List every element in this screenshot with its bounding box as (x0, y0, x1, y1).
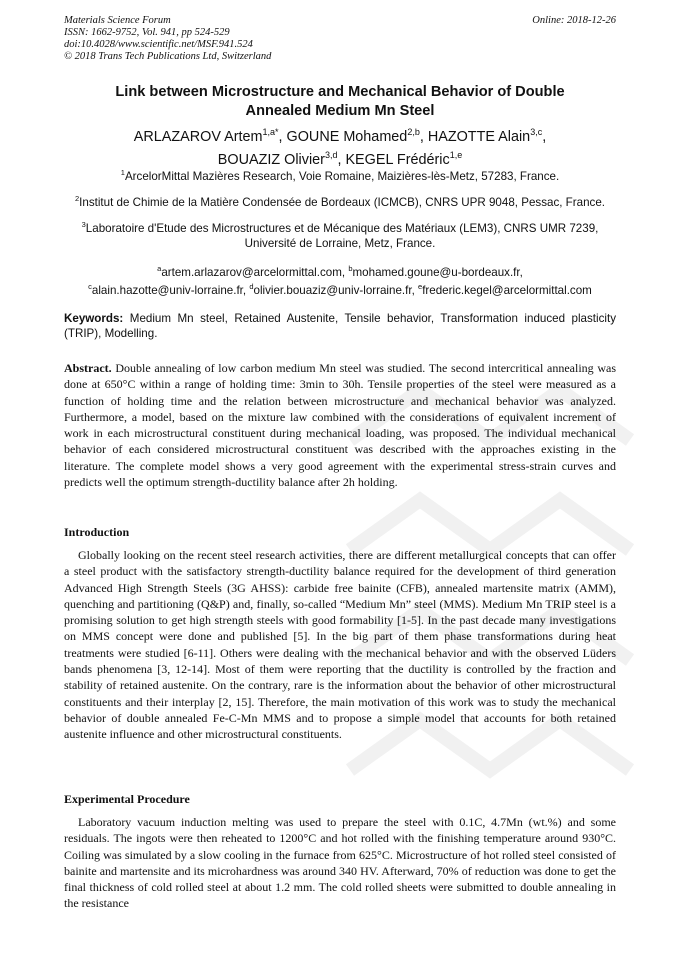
affiliation-sup: 2 (75, 193, 80, 203)
affiliation-sup: 3 (81, 219, 86, 229)
experimental-text: Laboratory vacuum induction melting was used to prepare the steel with 0.1C, 4.7Mn (wt.%) and some residuals. The ingots were then reheated to 1200°C and hot rolled with the finishing temperature around 930°C. Coiling was simulated by a slow cooling in the furnace from 625°C. Microstructure of hot rolled steel consisted of bainite and martensite and its microhardness was around 340 HV. Afterward, 70% of reduction was done to get the final thickness of cold rolled steel at about 1.2 mm. The cold rolled sheets were submitted to double annealing in the resistance (64, 815, 616, 911)
author-sup: 3,c (530, 127, 543, 137)
email-sup: e (418, 281, 423, 291)
introduction-heading: Introduction (64, 525, 130, 539)
author-line-1 (64, 123, 616, 146)
email-link[interactable]: olivier.bouaziz@univ-lorraine.fr (253, 283, 412, 297)
email-line-1: $^a$artem.arlazarov@arcelormittal.com, $^b$mohamed.goune@u-bordeaux.fr, (157, 264, 523, 279)
author-sup: 1,e (449, 149, 463, 160)
title-line-1: Link between Microstructure and Mechanical Behavior of Double (115, 84, 565, 100)
affiliation-text: Institut de Chimie de la Matière Condensée de Bordeaux (ICMCB), CNRS UPR 9048, Pessac, France. (79, 195, 605, 209)
author-sup: 2,b (407, 127, 420, 137)
author-sep: , (542, 128, 547, 145)
email-link[interactable]: alain.hazotte@univ-lorraine.fr (91, 283, 243, 297)
author-name: BOUAZIZ Olivier (217, 151, 325, 168)
affiliation (64, 217, 616, 251)
author-sep: , (419, 128, 428, 145)
author-name: HAZOTTE Alain (427, 128, 531, 145)
author-sup: 3,d (324, 149, 338, 160)
affiliations (64, 165, 616, 258)
abstract (64, 360, 616, 490)
email-line-2: $^c$alain.hazotte@univ-lorraine.fr, $^d$olivier.bouaziz@univ-lorraine.fr, $^e$frederic.kegel@arcelormittal.com (88, 281, 592, 297)
author-name: GOUNE Mohamed (286, 128, 408, 145)
journal-header (64, 15, 616, 63)
affiliation (64, 191, 616, 210)
email-link[interactable]: mohamed.goune@u-bordeaux.fr (352, 265, 520, 279)
email-link[interactable]: artem.arlazarov@arcelormittal.com (161, 265, 342, 279)
author-sep: , (337, 151, 346, 168)
email-sup: b (348, 264, 353, 273)
affiliation-sup: 1 (120, 168, 125, 177)
paper-title (64, 83, 616, 121)
abstract-text: Double annealing of low carbon medium Mn steel was studied. The second intercritical annealing was done at 650°C within a range of holding time: 3min to 30h. Tensile properties of the steel were measured as a function of holding time and the relation between microstructure and mechanical behavior was analyzed. Furthermore, a model, based on the mixture law combined with the considerations of equivalent increment of work in each microstructural constituent during mechanical loading, was proposed. The individual mechanical behavior of each considered microstructural constituent was described with the approaches existing in the literature. The complete model shows a very good agreement with the experimental stress-strain curves and predicts well the optimum strength-ductility balance after 2h holding. (64, 361, 616, 490)
author-sep: , (278, 128, 287, 145)
affiliation-text: ArcelorMittal Mazières Research, Voie Romaine, Maizières-lès-Metz, 57283, France. (124, 169, 560, 183)
affiliation (64, 165, 616, 184)
abstract-label: Abstract. (64, 361, 112, 375)
doi-line: doi:10.4028/www.scientific.net/MSF.941.524 (64, 39, 253, 50)
affiliation-text: Laboratoire d'Etude des Microstructures et de Mécanique des Matériaux (LEM3), CNRS UMR 7239, Université de Lorraine, Metz, France. (85, 221, 599, 250)
online-date: Online: 2018-12-26 (532, 15, 616, 26)
experimental-heading: Experimental Procedure (64, 792, 190, 806)
author-sup: 1,a* (262, 127, 279, 137)
journal-name: Materials Science Forum (64, 15, 171, 26)
keywords-text: Medium Mn steel, Retained Austenite, Tensile behavior, Transformation induced plasticity (TRIP), Modelling. (64, 312, 616, 340)
author-list (64, 123, 616, 169)
email-sup: a (157, 264, 162, 273)
keywords (64, 311, 616, 341)
introduction-text: Globally looking on the recent steel research activities, there are different metallurgical concepts that can offer a steel product with the satisfactory strength-ductility balance required for the development of third generation Advanced High Strength Steels (3G AHSS): carbide free bainite (CFB), annealed martensite matrix (AMM), quenching and partitioning (Q&P) and, finally, so-called “Medium Mn” steel (MMS). Medium Mn TRIP steel is a promising solution to get high strength steels with good formability [1-5]. In the past decade many investigations on MMS concept were done and published [5]. In the big part of them phase transformations during heat treatments were studied [6-11]. Others were dealing with the mechanical behavior and with the observed Lüders bands phenomena [3, 12-14]. Most of them were reporting that the ductility is controlled by the fraction and stability of retained austenite. On the contrary, rare is the information about the behavior of other microstructural constituents and their interplay [2, 15]. Therefore, the main motivation of this work was to study the mechanical behavior of double annealed Fe-C-Mn MMS and to propose a simple model that accounts for both retained austenite influence and other microstructural constituents. (64, 548, 616, 742)
email-link[interactable]: frederic.kegel@arcelormittal.com (422, 283, 592, 297)
email-sup: c (88, 281, 92, 291)
author-name: ARLAZAROV Artem (133, 128, 263, 145)
copyright-line: © 2018 Trans Tech Publications Ltd, Switzerland (64, 51, 272, 62)
issn-line: ISSN: 1662-9752, Vol. 941, pp 524-529 (64, 27, 230, 38)
title-line-2: Annealed Medium Mn Steel (245, 103, 435, 119)
author-emails (64, 262, 616, 298)
author-name: KEGEL Frédéric (345, 151, 450, 168)
email-sup: d (249, 281, 254, 291)
keywords-label: Keywords: (64, 312, 124, 325)
